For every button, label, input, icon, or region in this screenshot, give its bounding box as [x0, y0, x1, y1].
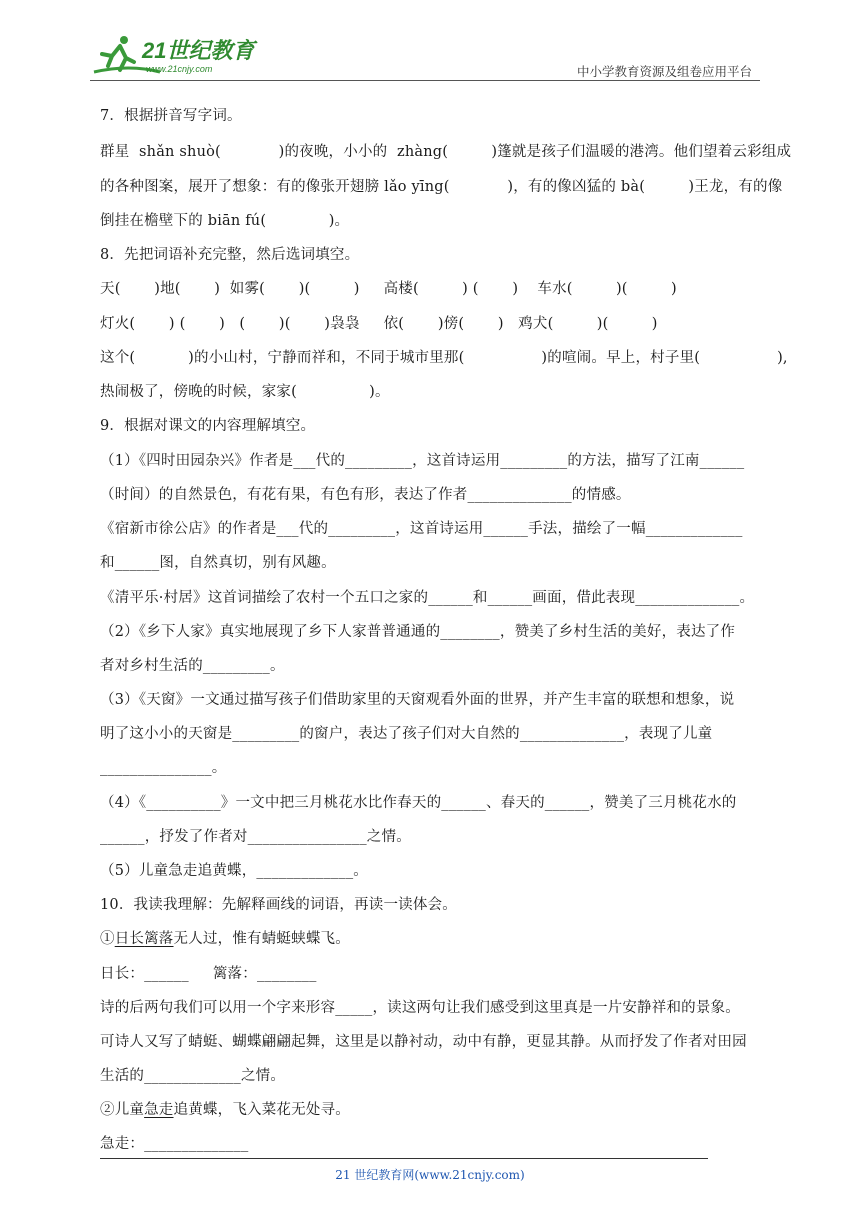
q10-text-3: 生活的_____________之情。 [100, 1068, 286, 1084]
q10-poem-line-2 [100, 1098, 350, 1119]
q9-title: 9．根据对课文的内容理解填空。 [100, 418, 316, 434]
logo-text: 21世纪教育 [142, 38, 255, 63]
page-header [90, 30, 760, 82]
footer-divider [100, 1158, 708, 1159]
q9-2-line-2: 者对乡村生活的_________。 [100, 658, 285, 674]
header-divider [90, 80, 760, 81]
q9-2-line-1: （2）《乡下人家》真实地展现了乡下人家普普通通的________，赞美了乡村生活的美好，表达了作 [100, 624, 736, 640]
q7-line-3: 倒挂在檐壁下的 biān fú( )。 [100, 213, 350, 229]
q8-fill-1: 这个( )的小山村，宁静而祥和，不同于城市里那( )的喧闹。早上，村子里( ), [100, 350, 788, 366]
q10-blank-2: 急走：______________ [100, 1136, 249, 1152]
q10-poem-line-1 [100, 927, 350, 948]
q9-4-line-1: （4）《__________》一文中把三月桃花水比作春天的______、春天的______，赞美了三月桃花水的 [100, 795, 737, 811]
q7-line-2: 的各种图案，展开了想象：有的像张开翅膀 lǎo yīng( )，有的像凶猛的 bà( )王龙，有的像 [100, 179, 783, 195]
q8-words-1: 天( )地( ) 如雾( )( ) 高楼( ) ( ) 车水( )( ) [100, 281, 677, 297]
q7-line-1: 群星 shǎn shuò( )的夜晚，小小的 zhàng( )篷就是孩子们温暖的港湾。他们望着云彩组成 [100, 144, 792, 160]
q8-fill-2: 热闹极了，傍晚的时候，家家( )。 [100, 384, 390, 400]
poem-line-rest: 无人过，惟有蜻蜓蛱蝶飞。 [173, 931, 350, 947]
q10-blanks-1: 日长：______ 篱落：________ [100, 966, 317, 982]
q9-3-line-2: 明了这小小的天窗是_________的窗户，表达了孩子们对大自然的______________，表现了儿童 [100, 726, 713, 742]
underlined-word-jizou: 急走 [144, 1102, 174, 1118]
q9-5-line: （5）儿童急走追黄蝶，_____________。 [100, 863, 368, 879]
poem-line-rest: 追黄蝶，飞入菜花无处寻。 [173, 1102, 350, 1118]
q9-1-line-3: 《宿新市徐公店》的作者是___代的_________，这首诗运用______手法，描绘了一幅_____________ [100, 521, 743, 537]
circle-number-1: ① [100, 931, 115, 947]
q10-text-2: 可诗人又写了蜻蜓、蝴蝶翩翩起舞，这里是以静衬动，动中有静，更显其静。从而抒发了作者对田园 [100, 1034, 747, 1050]
q10-title: 10．我读我理解：先解释画线的词语，再读一读体会。 [100, 897, 457, 913]
footer-source[interactable]: 21 世纪教育网(www.21cnjy.com) [335, 1168, 525, 1182]
logo-url: www.21cnjy.com [146, 64, 213, 74]
logo-21cnjy [90, 32, 260, 78]
underlined-word-richang: 日长 [114, 931, 145, 947]
q10-text-1: 诗的后两句我们可以用一个字来形容_____，读这两句让我们感受到这里真是一片安静祥和的景象。 [100, 1000, 740, 1016]
q9-1-line-2: （时间）的自然景色，有花有果，有色有形，表达了作者______________的情感。 [100, 487, 631, 503]
underlined-word-liluo: 篱落 [144, 931, 174, 947]
header-platform-text: 中小学教育资源及组卷应用平台 [576, 64, 752, 79]
circle-number-2: ②儿童 [100, 1102, 145, 1118]
q8-words-2: 灯火( ) ( ) ( )( )袅袅 依( )傍( ) 鸡犬( )( ) [100, 316, 658, 332]
q9-1-line-5: 《清平乐·村居》这首词描绘了农村一个五口之家的______和______画面，借此表现______________。 [100, 590, 755, 606]
q9-1-line-1: （1）《四时田园杂兴》作者是___代的_________，这首诗运用_________的方法，描写了江南______ [100, 453, 745, 469]
q9-3-line-1: （3）《天窗》一文通过描写孩子们借助家里的天窗观看外面的世界，并产生丰富的联想和想象，说 [100, 692, 735, 708]
q9-3-line-3: _______________。 [100, 760, 227, 776]
q9-4-line-2: ______，抒发了作者对________________之情。 [100, 829, 411, 845]
q7-title: 7．根据拼音写字词。 [100, 108, 242, 124]
q8-title: 8．先把词语补充完整，然后选词填空。 [100, 247, 360, 263]
q9-1-line-4: 和______图，自然真切，别有风趣。 [100, 555, 336, 571]
